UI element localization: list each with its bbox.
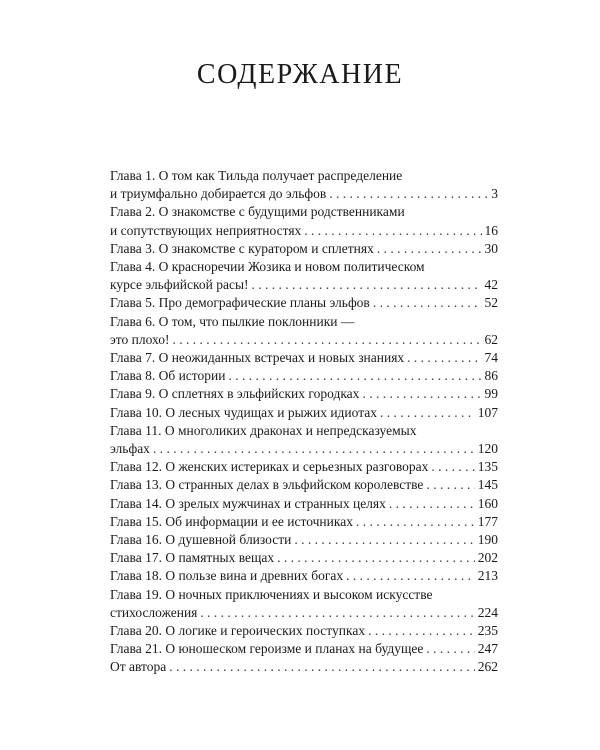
toc-entry-row <box>110 185 498 203</box>
dot-leader <box>362 385 481 403</box>
toc-entry-title-line: Глава 19. О ночных приключениях и высоком искусстве <box>110 586 433 602</box>
toc-entry-row <box>110 240 498 258</box>
toc-entry <box>110 476 498 494</box>
dot-leader <box>356 513 475 531</box>
toc-entry-row <box>110 622 498 640</box>
toc-entry-title-line: стихосложения <box>110 604 198 620</box>
toc-entry <box>110 385 498 403</box>
dot-leader <box>169 658 474 676</box>
toc-entry-title-line: Глава 11. О многоликих драконах и непредсказуемых <box>110 422 417 438</box>
dot-leader <box>277 549 475 567</box>
toc-entry-title-line: Глава 20. О логике и героических поступках <box>110 623 366 639</box>
dot-leader <box>153 440 475 458</box>
toc-entry-row <box>110 476 498 494</box>
page-title: СОДЕРЖАНИЕ <box>196 58 404 90</box>
toc-entry-title-line: Глава 14. О зрелых мужчинах и странных целях <box>110 495 386 511</box>
toc-entry <box>110 658 498 676</box>
toc-entry <box>110 294 498 312</box>
page-number: 30 <box>484 240 498 256</box>
toc-entry <box>110 513 498 531</box>
toc-entry-row <box>110 495 498 513</box>
dot-leader <box>431 458 474 476</box>
dot-leader <box>252 276 482 294</box>
toc-entry-row <box>110 294 498 312</box>
page-number: 247 <box>477 641 498 657</box>
toc-entry-title-line: Глава 21. О юношеском героизме и планах на будущее <box>110 641 424 657</box>
dot-leader <box>407 349 481 367</box>
toc-entry-row <box>110 222 498 240</box>
table-of-contents <box>110 167 498 677</box>
toc-entry-row <box>110 404 498 422</box>
dot-leader <box>304 222 481 240</box>
toc-entry <box>110 203 498 239</box>
page-number: 224 <box>477 604 498 620</box>
toc-entry-title-line: и сопутствующих неприятностях <box>110 222 302 238</box>
toc-entry <box>110 567 498 585</box>
toc-entry-title-line: курсе эльфийской расы! <box>110 277 249 293</box>
toc-entry-title-line: Глава 16. О душевной близости <box>110 532 292 548</box>
toc-entry <box>110 586 498 622</box>
page-number: 120 <box>477 441 498 457</box>
dot-leader <box>329 185 488 203</box>
page-number: 3 <box>491 186 498 202</box>
dot-leader <box>368 622 475 640</box>
dot-leader <box>346 567 475 585</box>
toc-entry <box>110 349 498 367</box>
toc-entry-title-line: Глава 9. О сплетнях в эльфийских городках <box>110 386 360 402</box>
toc-entry-title-line: Глава 10. О лесных чудищах и рыжих идиотах <box>110 404 378 420</box>
toc-entry-row <box>110 367 498 385</box>
toc-entry-title-line: От автора <box>110 659 167 675</box>
dot-leader <box>173 331 482 349</box>
toc-entry <box>110 240 498 258</box>
toc-entry <box>110 458 498 476</box>
toc-entry <box>110 258 498 294</box>
toc-entry-row <box>110 531 498 549</box>
toc-entry-title-line: Глава 7. О неожиданных встречах и новых знаниях <box>110 350 405 366</box>
toc-entry-title-line: Глава 13. О странных делах в эльфийском королевстве <box>110 477 424 493</box>
toc-entry-row <box>110 658 498 676</box>
toc-entry-row <box>110 458 498 476</box>
toc-entry-row <box>110 513 498 531</box>
dot-leader <box>380 404 475 422</box>
toc-entry-title-line: Глава 3. О знакомстве с куратором и сплетнях <box>110 240 374 256</box>
page-number: 42 <box>484 277 498 293</box>
toc-entry <box>110 404 498 422</box>
page-number: 107 <box>477 404 498 420</box>
toc-entry-title-line: Глава 2. О знакомстве с будущими родственниками <box>110 204 405 220</box>
dot-leader <box>228 367 481 385</box>
toc-entry-title-line: Глава 1. О том как Тильда получает распределение <box>110 168 403 183</box>
toc-entry-title-line: Глава 18. О пользе вина и древних богах <box>110 568 344 584</box>
toc-entry <box>110 495 498 513</box>
toc-entry-title-line: Глава 8. Об истории <box>110 368 226 384</box>
toc-entry <box>110 313 498 349</box>
page-number: 52 <box>484 295 498 311</box>
toc-entry-row <box>110 549 498 567</box>
dot-leader <box>426 476 474 494</box>
page-number: 145 <box>477 477 498 493</box>
toc-entry <box>110 549 498 567</box>
toc-entry <box>110 367 498 385</box>
toc-entry <box>110 622 498 640</box>
page-number: 190 <box>477 532 498 548</box>
dot-leader <box>373 294 482 312</box>
toc-entry-row <box>110 276 498 294</box>
page-number: 135 <box>477 459 498 475</box>
dot-leader <box>377 240 482 258</box>
toc-entry-row <box>110 567 498 585</box>
toc-entry-title-line: Глава 4. О красноречии Жозика и новом политическом <box>110 259 425 275</box>
page-number: 99 <box>484 386 498 402</box>
toc-entry-row <box>110 604 498 622</box>
dot-leader <box>426 640 474 658</box>
toc-entry-title-line: Глава 15. Об информации и ее источниках <box>110 513 353 529</box>
toc-entry-title-line: эльфах <box>110 441 150 457</box>
toc-entry <box>110 167 498 203</box>
toc-entry-title-line: Глава 5. Про демографические планы эльфов <box>110 295 370 311</box>
page-number: 235 <box>477 623 498 639</box>
toc-entry-title-line: Глава 6. О том, что пылкие поклонники — <box>110 313 355 329</box>
page-number: 74 <box>484 350 498 366</box>
toc-entry-row <box>110 385 498 403</box>
toc-entry-row <box>110 349 498 367</box>
toc-entry-row <box>110 440 498 458</box>
toc-entry <box>110 422 498 458</box>
page-number: 202 <box>477 550 498 566</box>
toc-entry-title-line: Глава 12. О женских истериках и серьезных разговорах <box>110 459 429 475</box>
dot-leader <box>389 495 475 513</box>
toc-entry-title-line: и триумфально добирается до эльфов <box>110 186 327 202</box>
page-number: 16 <box>484 222 498 238</box>
toc-entry-row <box>110 640 498 658</box>
dot-leader <box>200 604 474 622</box>
page-number: 213 <box>477 568 498 584</box>
toc-entry-row <box>110 331 498 349</box>
page-number: 160 <box>477 495 498 511</box>
toc-entry-title-line: это плохо! <box>110 331 170 347</box>
toc-entry <box>110 640 498 658</box>
page-number: 177 <box>477 513 498 529</box>
page-number: 62 <box>484 331 498 347</box>
dot-leader <box>294 531 474 549</box>
toc-entry <box>110 531 498 549</box>
toc-entry-title-line: Глава 17. О памятных вещах <box>110 550 275 566</box>
page-number: 86 <box>484 368 498 384</box>
page-number: 262 <box>477 659 498 675</box>
